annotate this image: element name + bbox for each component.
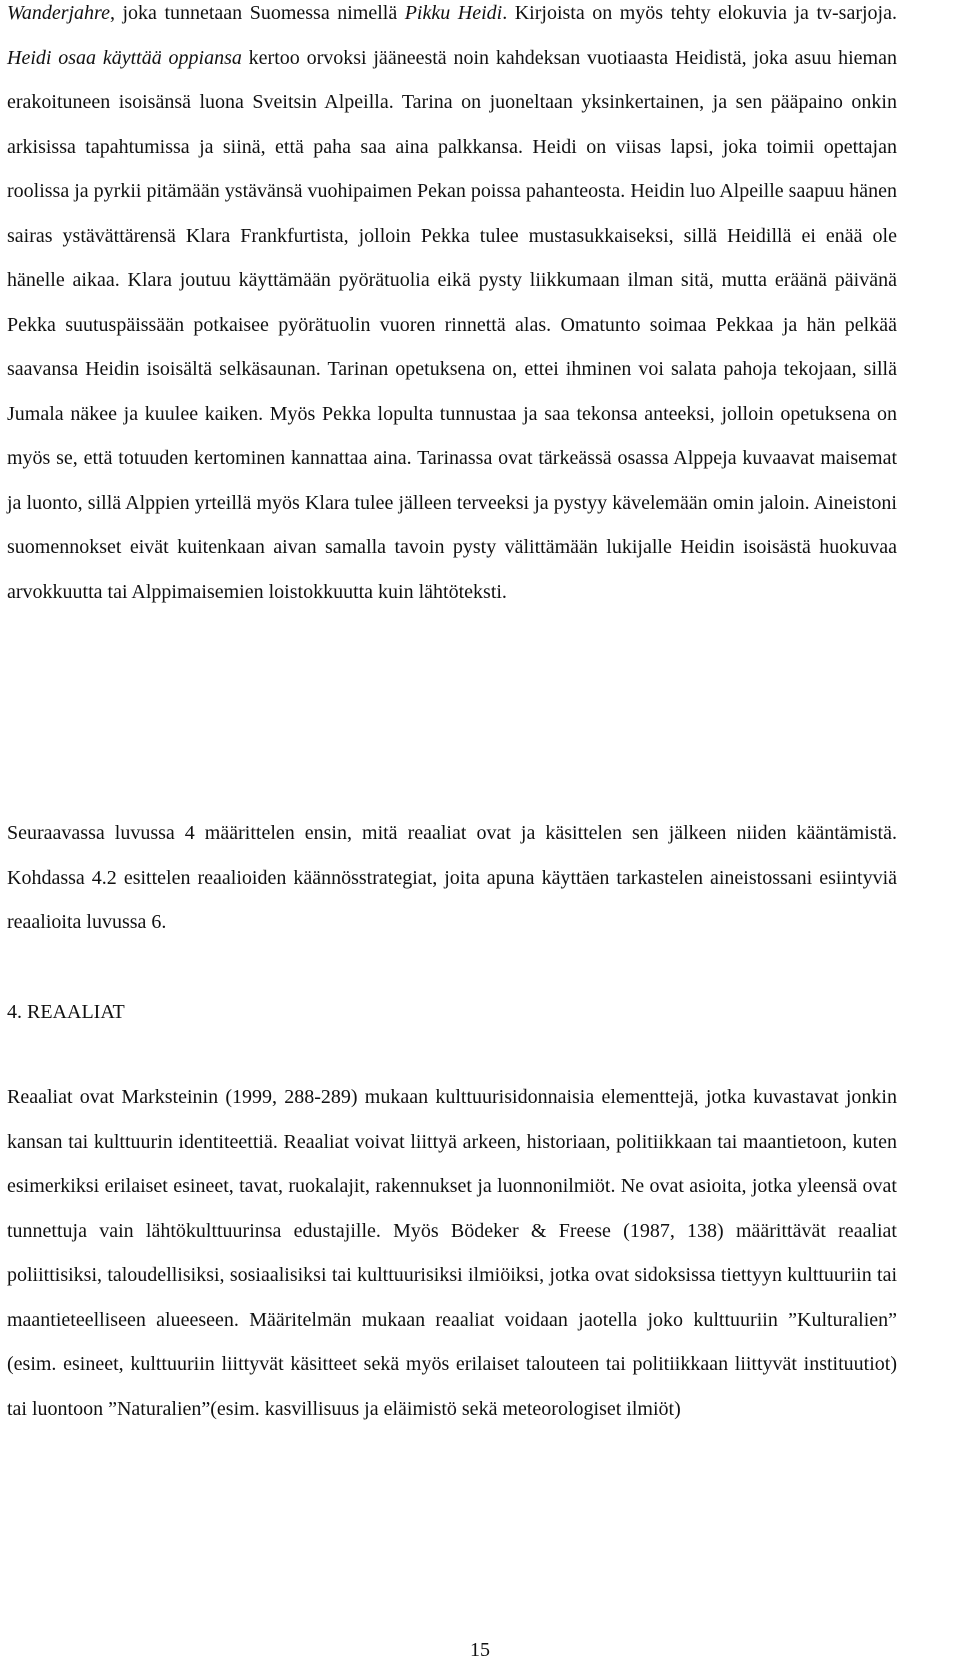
italic-book-title-wanderjahre: Wanderjahre [7,2,110,24]
paragraph-text: kertoo orvoksi jääneestä noin kahdeksan vuotiaasta Heidistä, joka asuu hieman erakoituneen isoisänsä luona Sveitsin Alpeilla. Tarina on juoneltaan yksinkertainen, ja sen pääpaino onkin arkisissa tapahtumissa ja siinä, että paha saa aina palkkansa. Heidi on viisas lapsi, joka toimii opettajan roolissa ja pyrkii pitämään ystävänsä vuohipaimen Pekan poissa pahanteosta. Heidin luo Alpeille saapuu hänen sairas ystävättärensä Klara Frankfurtista, jolloin Pekka tulee mustasukkaiseksi, sillä Heidillä ei enää ole hänelle aikaa. Klara joutuu käyttämään pyörätuolia eikä pysty liikkumaan ilman sitä, mutta eräänä päivänä Pekka suutuspäissään potkaisee pyörätuolin vuoren rinnettä alas. Omatunto soimaa Pekkaa ja hän pelkää saavansa Heidin isoisältä selkäsaunan. Tarinan opetuksena on, ettei ihminen voi salata pahoja tekojaan, sillä Jumala näkee ja kuulee kaiken. Myös Pekka lopulta tunnustaa ja saa tekonsa anteeksi, jolloin opetuksena on myös se, että totuuden kertominen kannattaa aina. Tarinassa ovat tärkeässä osassa Alppeja kuvaavat maisemat ja luonto, sillä Alppien yrteillä myös Klara tulee jälleen terveeksi ja pystyy kävelemään omin jaloin. Aineistoni suomennokset eivät kuitenkaan aivan samalla tavoin pysty välittämään lukijalle Heidin isoisästä huokuvaa arvokkuutta tai Alppimaisemien loistokkuutta kuin lähtöteksti. [7,46,897,603]
section-heading-reaaliat: 4. REAALIAT [7,1001,125,1023]
body-paragraph-chapter-outline: Seuraavassa luvussa 4 määrittelen ensin, mitä reaaliat ovat ja käsittelen sen jälkeen niiden kääntämistä. Kohdassa 4.2 esittelen reaalioiden käännösstrategiat, joita apuna käyttäen tarkastelen aineistossani esiintyviä reaalioita luvussa 6. [7,822,897,933]
body-paragraph-heidi-summary [7,0,897,614]
page-number: 15 [470,1639,490,1661]
body-paragraph-reaaliat-definition: Reaaliat ovat Marksteinin (1999, 288-289) mukaan kulttuurisidonnaisia elementtejä, jotka kuvastavat jonkin kansan tai kulttuurin identiteettiä. Reaaliat voivat liittyä arkeen, historiaan, politiikkaan tai maantietoon, kuten esimerkiksi erilaiset esineet, tavat, ruokalajit, rakennukset ja luonnonilmiöt. Ne ovat asioita, jotka yleensä ovat tunnettuja vain lähtökulttuurinsa edustajille. Myös Bödeker & Freese (1987, 138) määrittävät reaaliat poliittisiksi, taloudellisiksi, sosiaalisiksi tai kulttuurisiksi ilmiöiksi, jotka ovat sidoksissa tiettyyn kulttuuriin tai maantieteelliseen alueeseen. Määritelmän mukaan reaaliat voidaan jaotella joko kulttuuriin ”Kulturalien” (esim. esineet, kulttuuriin liittyvät käsitteet sekä myös erilaiset talouteen tai politiikkaan liittyvät instituutiot) tai luontoon ”Naturalien”(esim. kasvillisuus ja eläimistö sekä meteorologiset ilmiöt) [7,1086,897,1420]
paragraph-text: , joka tunnetaan Suomessa nimellä [109,2,405,24]
italic-title-pikku-heidi: Pikku Heidi [404,2,503,24]
italic-book-title-heidi-osaa: Heidi osaa käyttää oppiansa [7,46,242,69]
paragraph-text: . Kirjoista on myös tehty elokuvia ja tv-sarjoja. [502,2,897,24]
